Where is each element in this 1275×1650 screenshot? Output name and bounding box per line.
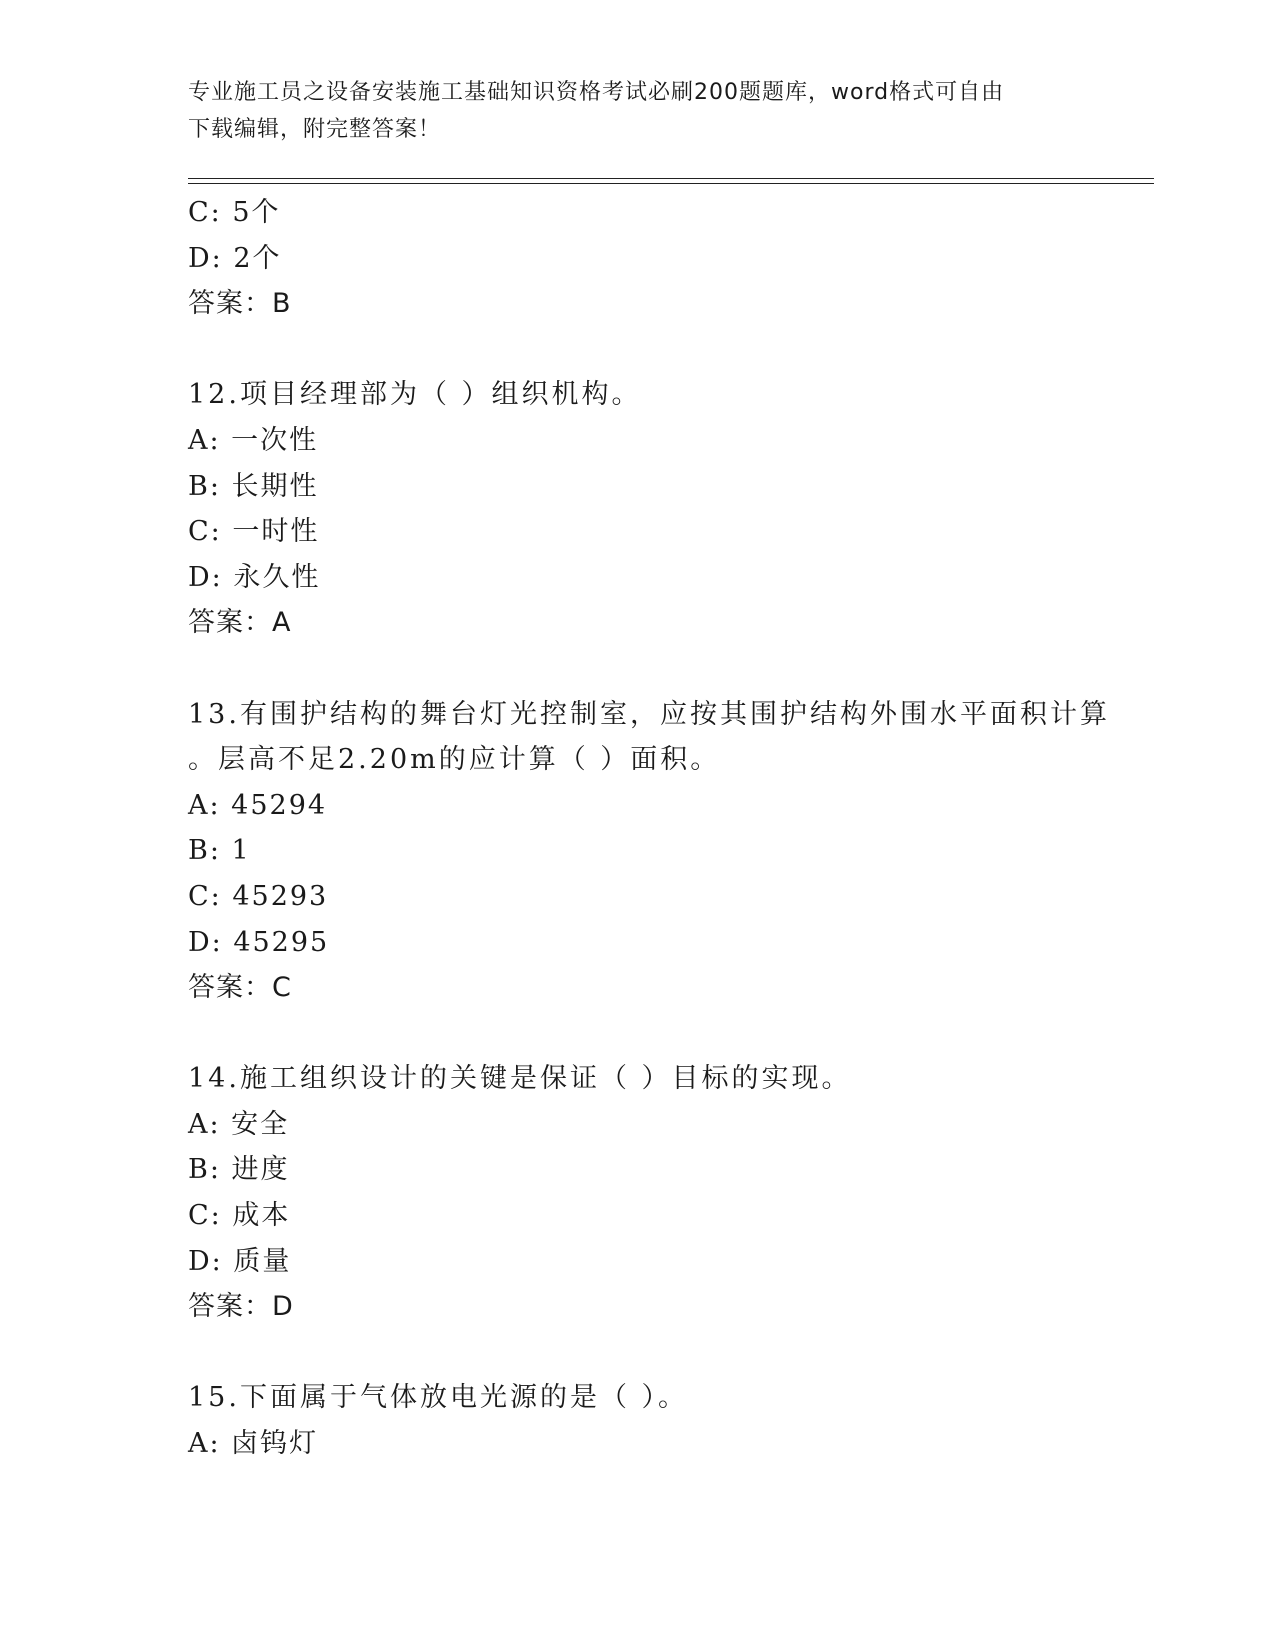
question-text-continued: 。层高不足2.20m的应计算（ ）面积。 xyxy=(188,744,721,776)
option-line: C: 一时性 xyxy=(188,516,320,548)
question-12 xyxy=(188,372,1154,646)
answer-line: 答案：B xyxy=(188,288,292,320)
question-text: 14.施工组织设计的关键是保证（ ）目标的实现。 xyxy=(188,1063,852,1095)
question-14 xyxy=(188,1056,1154,1330)
option-line: C: 成本 xyxy=(188,1200,291,1232)
option-line: A: 一次性 xyxy=(188,424,319,456)
page-header xyxy=(188,74,1088,148)
option-line: D: 2个 xyxy=(188,242,282,274)
option-line: D: 质量 xyxy=(188,1245,292,1277)
question-text: 15.下面属于气体放电光源的是（ ）。 xyxy=(188,1382,689,1414)
spacer xyxy=(188,646,1154,692)
carry-over-block xyxy=(188,190,1154,327)
option-line: C: 45293 xyxy=(188,880,329,912)
header-line-2: 下载编辑，附完整答案！ xyxy=(188,117,442,142)
option-line: A: 45294 xyxy=(188,789,328,821)
option-line: C: 5个 xyxy=(188,197,281,228)
option-line: B: 进度 xyxy=(188,1154,290,1186)
question-text: 13.有围护结构的舞台灯光控制室，应按其围护结构外围水平面积计算 xyxy=(188,698,1110,730)
option-line: A: 卤钨灯 xyxy=(188,1428,319,1460)
option-line: D: 永久性 xyxy=(188,561,321,593)
spacer xyxy=(188,327,1154,373)
spacer xyxy=(188,1011,1154,1057)
answer-line: 答案：D xyxy=(188,1291,294,1323)
option-line: D: 45295 xyxy=(188,926,330,958)
spacer xyxy=(188,1330,1154,1376)
option-line: A: 安全 xyxy=(188,1108,290,1140)
question-15 xyxy=(188,1375,1154,1466)
question-list xyxy=(188,190,1154,1467)
header-divider-bottom xyxy=(188,183,1154,184)
answer-line: 答案：C xyxy=(188,972,292,1004)
option-line: B: 1 xyxy=(188,835,251,867)
header-line-1: 专业施工员之设备安装施工基础知识资格考试必刷200题题库，word格式可自由 xyxy=(188,80,1005,105)
header-divider-top xyxy=(188,178,1154,179)
question-text: 12.项目经理部为（ ）组织机构。 xyxy=(188,379,642,411)
question-13 xyxy=(188,692,1154,1011)
option-line: B: 长期性 xyxy=(188,470,319,502)
answer-line: 答案：A xyxy=(188,607,292,639)
